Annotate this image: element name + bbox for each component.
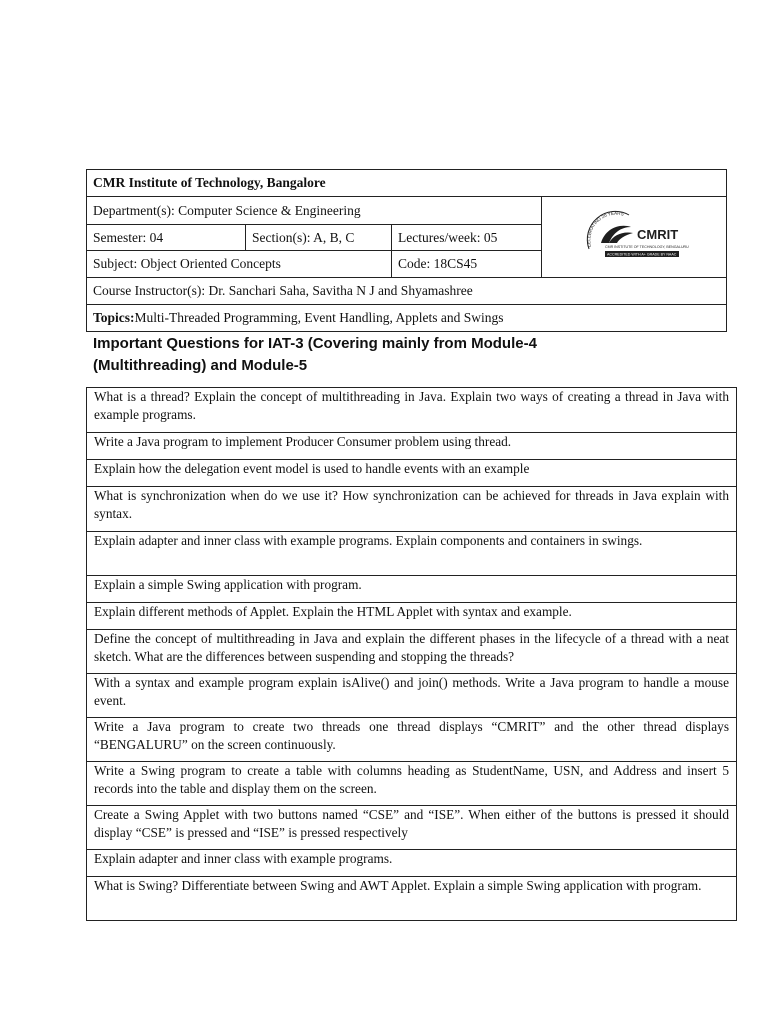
question-row: What is synchronization when do we use it? How synchronization can be achieved for threads in Java explain with syntax.: [87, 487, 737, 532]
topics-text: Multi-Threaded Programming, Event Handling, Applets and Swings: [134, 310, 504, 325]
question-row: Explain a simple Swing application with program.: [87, 576, 737, 603]
sections-cell: Section(s): A, B, C: [246, 225, 392, 251]
questions-heading: [93, 333, 613, 377]
cmrit-logo: [579, 205, 689, 265]
logo-tagline: ACCREDITED WITH A+ GRADE BY NAAC: [607, 252, 677, 257]
question-row: Explain different methods of Applet. Explain the HTML Applet with syntax and example.: [87, 603, 737, 630]
question-row: Define the concept of multithreading in Java and explain the different phases in the lifecycle of a thread with a neat sketch. What are the differences between suspending and stopping the threads?: [87, 630, 737, 674]
course-header-table: [86, 169, 727, 332]
subject-cell: Subject: Object Oriented Concepts: [87, 251, 392, 278]
question-row: Write a Swing program to create a table with columns heading as StudentName, USN, and Address and insert 5 records into the table and display them on the screen.: [87, 762, 737, 806]
question-row: With a syntax and example program explain isAlive() and join() methods. Write a Java program to handle a mouse event.: [87, 674, 737, 718]
question-row: Explain adapter and inner class with example programs.: [87, 850, 737, 877]
institute-name: CMR Institute of Technology, Bangalore: [87, 170, 727, 197]
semester-cell: Semester: 04: [87, 225, 246, 251]
question-row: Write a Java program to implement Producer Consumer problem using thread.: [87, 433, 737, 460]
question-row: What is a thread? Explain the concept of multithreading in Java. Explain two ways of creating a thread in Java with example programs.: [87, 388, 737, 433]
logo-cell: [542, 197, 727, 278]
instructor-cell: Course Instructor(s): Dr. Sanchari Saha, Savitha N J and Shyamashree: [87, 278, 727, 305]
logo-subtitle: CMR INSTITUTE OF TECHNOLOGY, BENGALURU: [605, 245, 689, 249]
heading-line-1: Important Questions for IAT-3 (Covering mainly from Module-4: [93, 335, 537, 352]
code-cell: Code: 18CS45: [392, 251, 542, 278]
question-row: Explain how the delegation event model is used to handle events with an example: [87, 460, 737, 487]
questions-table: [86, 387, 737, 921]
question-row: What is Swing? Differentiate between Swing and AWT Applet. Explain a simple Swing application with program.: [87, 877, 737, 921]
department-cell: Department(s): Computer Science & Engineering: [87, 197, 542, 225]
question-row: Create a Swing Applet with two buttons named “CSE” and “ISE”. When either of the buttons is pressed it should display “CSE” is pressed and “ISE” is pressed respectively: [87, 806, 737, 850]
topics-label: Topics:: [93, 310, 135, 325]
topics-cell: [87, 305, 727, 332]
question-row: Write a Java program to create two threads one thread displays “CMRIT” and the other thread displays “BENGALURU” on the screen continuously.: [87, 718, 737, 762]
lectures-cell: Lectures/week: 05: [392, 225, 542, 251]
question-row: Explain adapter and inner class with example programs. Explain components and containers in swings.: [87, 532, 737, 576]
logo-arc-text: CELEBRATING 20 YEARS: [586, 210, 625, 248]
logo-brand: CMRIT: [637, 227, 679, 242]
heading-line-2: (Multithreading) and Module-5: [93, 357, 308, 374]
